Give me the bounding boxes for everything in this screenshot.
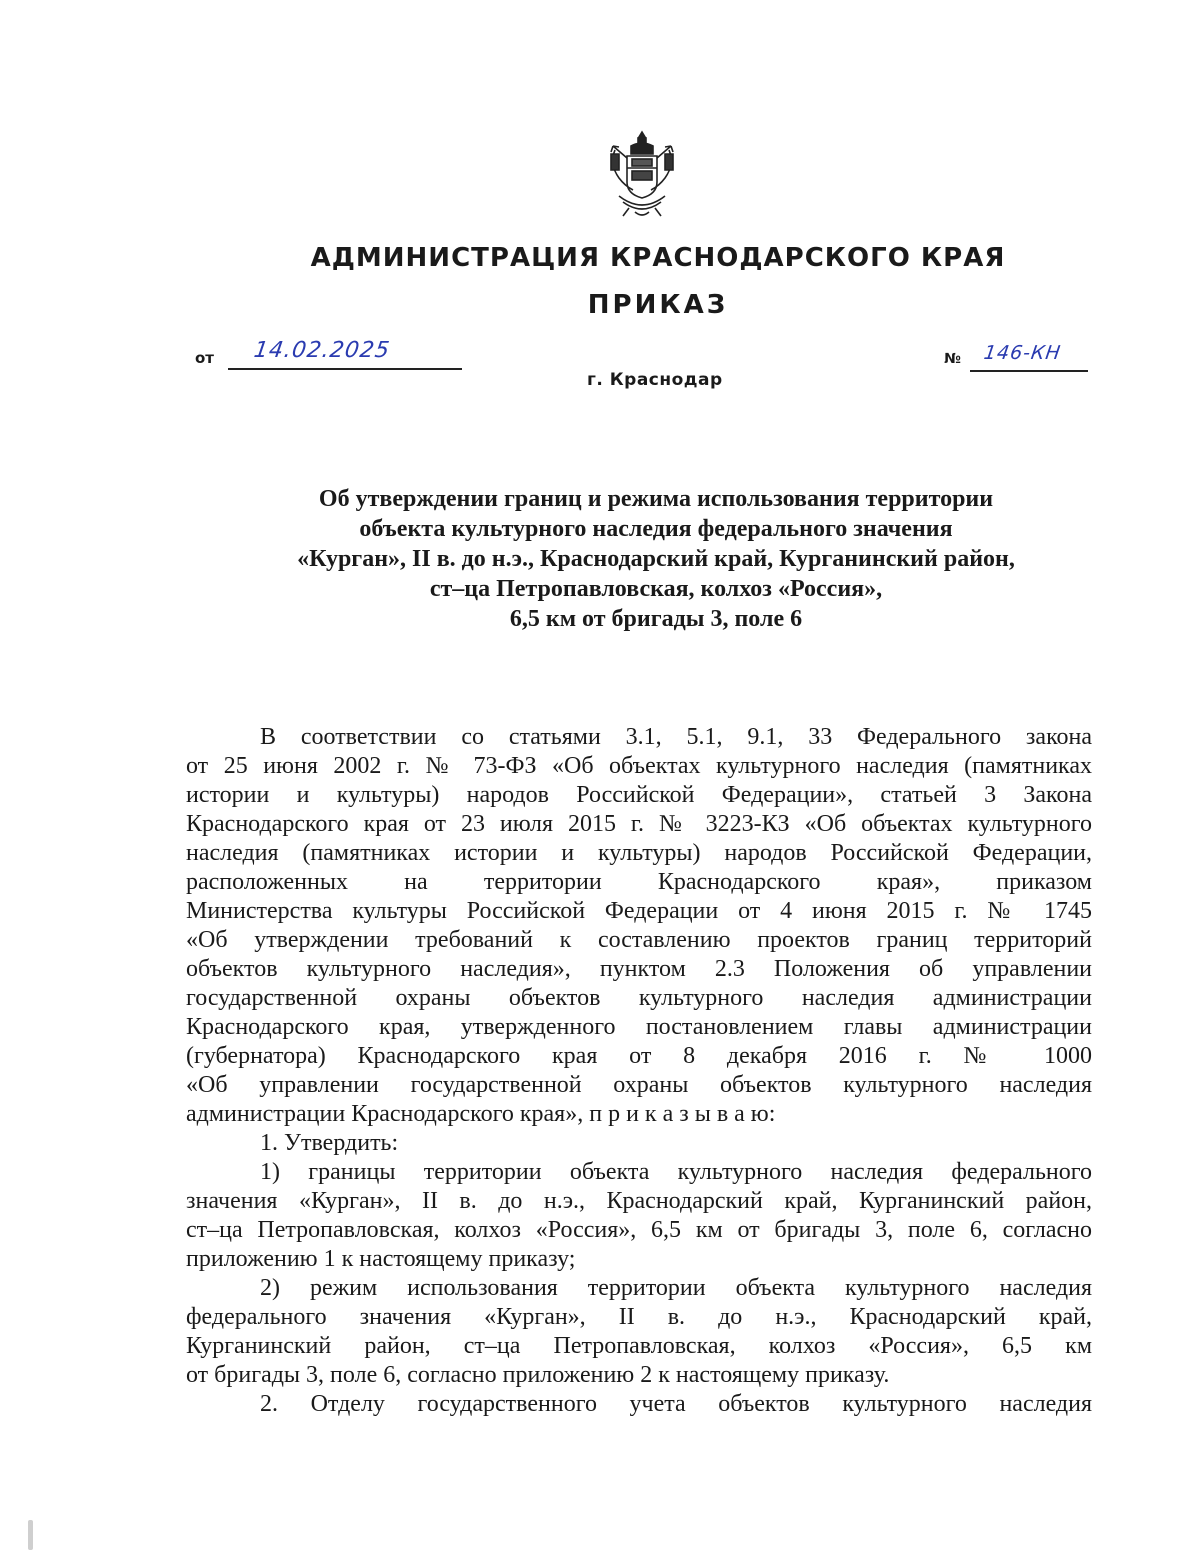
body-line: приложению 1 к настоящему приказу; [186, 1246, 576, 1272]
body-line: наследия (памятниках истории и культуры) народов Российской Федерации, [186, 840, 1092, 866]
city-label: г. Краснодар [587, 370, 723, 390]
body-line: Краснодарского края, утвержденного постановлением главы администрации [186, 1014, 1092, 1040]
body-line: 1) границы территории объекта культурного наследия федерального [260, 1159, 1092, 1185]
body-line: 2. Отделу государственного учета объектов культурного наследия [260, 1391, 1092, 1417]
document-title [200, 484, 1112, 634]
body-line: истории и культуры) народов Российской Федерации», статьей 3 Закона [186, 782, 1092, 808]
body-line: от 25 июня 2002 г. № 73-ФЗ «Об объектах культурного наследия (памятниках [186, 753, 1092, 779]
number-label: № [944, 351, 961, 367]
date-label: от [195, 349, 214, 367]
body-line: Краснодарского края от 23 июля 2015 г. № 3223-КЗ «Об объектах культурного [186, 811, 1092, 837]
number-underline [970, 370, 1088, 372]
body-line: объектов культурного наследия», пунктом 2.3 Положения об управлении [186, 956, 1092, 982]
document-type: ПРИКАЗ [587, 290, 729, 320]
title-line: «Курган», II в. до н.э., Краснодарский край, Курганинский район, [297, 546, 1015, 572]
body-line: «Об управлении государственной охраны объектов культурного наследия [186, 1072, 1092, 1098]
organization-name: АДМИНИСТРАЦИЯ КРАСНОДАРСКОГО КРАЯ [310, 243, 1006, 273]
coat-of-arms-emblem [605, 128, 679, 222]
body-line: В соответствии со статьями 3.1, 5.1, 9.1, 33 Федерального закона [260, 724, 1092, 750]
body-line: федерального значения «Курган», II в. до н.э., Краснодарский край, [186, 1304, 1092, 1330]
scan-artifact [28, 1520, 33, 1550]
body-line: Министерства культуры Российской Федерации от 4 июня 2015 г. № 1745 [186, 898, 1092, 924]
document-number: 146-КН [982, 342, 1063, 364]
title-line: ст–ца Петропавловская, колхоз «Россия», [429, 576, 883, 602]
body-line: Курганинский район, ст–ца Петропавловская, колхоз «Россия», 6,5 км [186, 1333, 1092, 1359]
document-date: 14.02.2025 [252, 338, 392, 363]
document-body [186, 723, 1092, 1419]
body-line: ст–ца Петропавловская, колхоз «Россия», 6,5 км от бригады 3, поле 6, согласно [186, 1217, 1092, 1243]
title-line: 6,5 км от бригады 3, поле 6 [509, 606, 803, 632]
body-line: «Об утверждении требований к составлению проектов границ территорий [186, 927, 1092, 953]
title-line: объекта культурного наследия федерального значения [359, 516, 953, 542]
body-line: 1. Утвердить: [260, 1130, 399, 1156]
date-underline [228, 368, 462, 370]
body-line: значения «Курган», II в. до н.э., Краснодарский край, Курганинский район, [186, 1188, 1092, 1214]
body-line: (губернатора) Краснодарского края от 8 декабря 2016 г. № 1000 [186, 1043, 1092, 1069]
body-line: расположенных на территории Краснодарского края», приказом [186, 869, 1092, 895]
title-line: Об утверждении границ и режима использования территории [318, 486, 994, 512]
body-line: администрации Краснодарского края», п р и к а з ы в а ю: [186, 1101, 776, 1127]
body-line: 2) режим использования территории объекта культурного наследия [260, 1275, 1092, 1301]
body-line: от бригады 3, поле 6, согласно приложению 2 к настоящему приказу. [186, 1362, 890, 1388]
body-line: государственной охраны объектов культурного наследия администрации [186, 985, 1092, 1011]
